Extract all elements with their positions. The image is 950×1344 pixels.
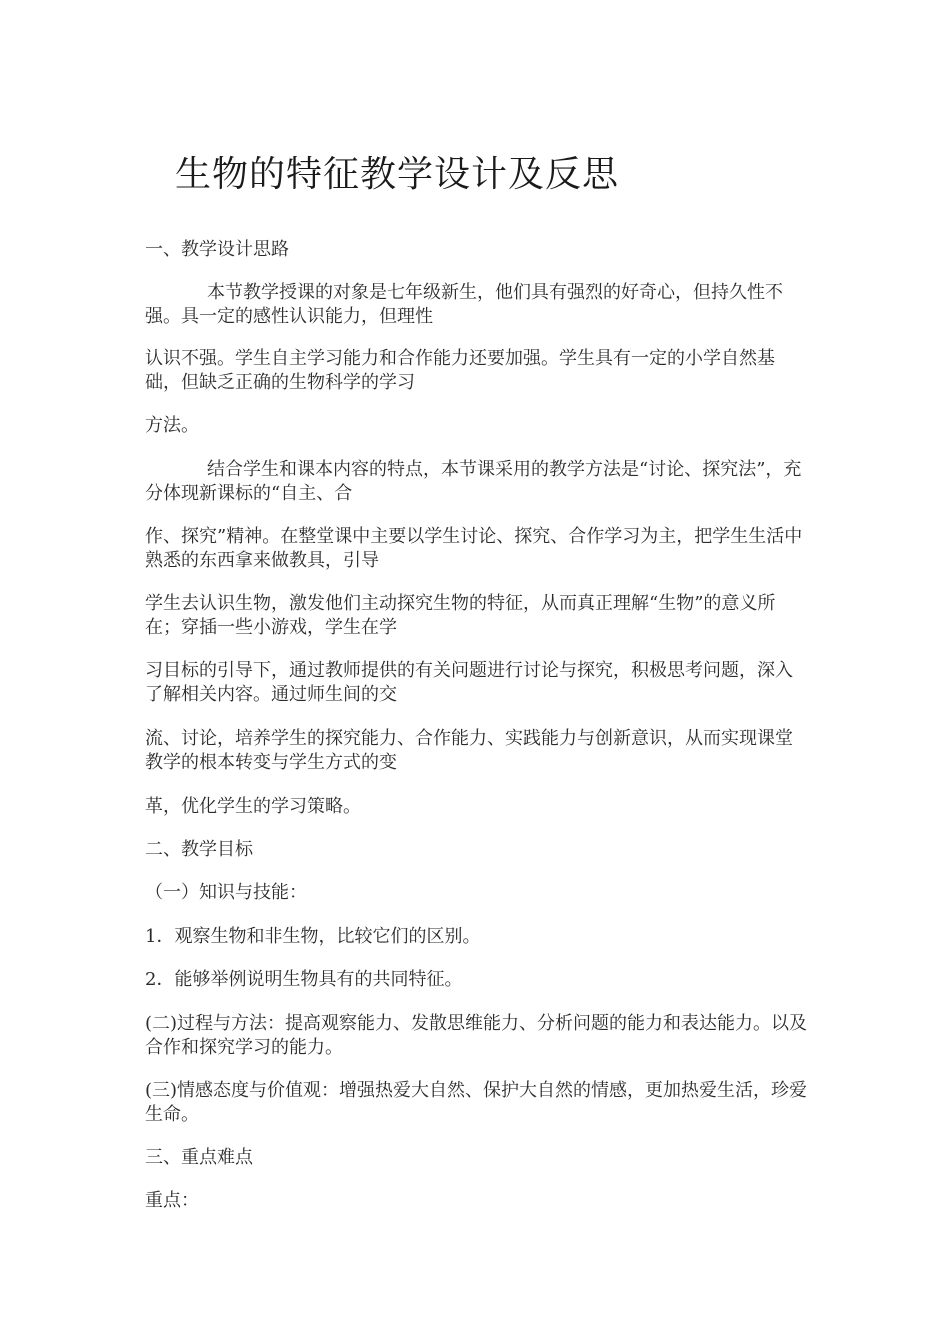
paragraph: 作、探究”精神。在整堂课中主要以学生讨论、探究、合作学习为主，把学生生活中熟悉的东西拿来做教具，引导 (145, 526, 803, 571)
subsection-heading: （一）知识与技能： (145, 882, 307, 903)
section-heading-design-idea: 一、教学设计思路 (145, 239, 289, 260)
list-item: 2．能够举例说明生物具有的共同特征。 (145, 969, 463, 990)
paragraph: (三)情感态度与价值观：增强热爱大自然、保护大自然的情感，更加热爱生活，珍爱生命。 (145, 1080, 808, 1125)
section-heading-teaching-goals: 二、教学目标 (145, 839, 253, 860)
paragraph: (二)过程与方法：提高观察能力、发散思维能力、分析问题的能力和表达能力。以及合作和探究学习的能力。 (145, 1013, 808, 1058)
paragraph: 本节教学授课的对象是七年级新生，他们具有强烈的好奇心，但持久性不强。具一定的感性认识能力，但理性 (145, 282, 783, 327)
paragraph: 学生去认识生物，激发他们主动探究生物的特征，从而真正理解“生物”的意义所在；穿插一些小游戏，学生在学 (145, 593, 776, 638)
section-heading-key-points: 三、重点难点 (145, 1147, 253, 1168)
paragraph: 重点： (145, 1190, 199, 1211)
list-item: 1．观察生物和非生物，比较它们的区别。 (145, 926, 481, 947)
paragraph: 流、讨论，培养学生的探究能力、合作能力、实践能力与创新意识，从而实现课堂教学的根本转变与学生方式的变 (145, 728, 793, 773)
paragraph: 认识不强。学生自主学习能力和合作能力还要加强。学生具有一定的小学自然基础，但缺乏正确的生物科学的学习 (145, 348, 775, 393)
document-title: 生物的特征教学设计及反思 (175, 154, 620, 196)
paragraph: 习目标的引导下，通过教师提供的有关问题进行讨论与探究，积极思考问题，深入了解相关内容。通过师生间的交 (145, 660, 793, 705)
paragraph: 方法。 (145, 415, 199, 436)
paragraph: 革，优化学生的学习策略。 (145, 796, 361, 817)
paragraph: 结合学生和课本内容的特点，本节课采用的教学方法是“讨论、探究法”，充分体现新课标的“自主、合 (145, 459, 802, 504)
